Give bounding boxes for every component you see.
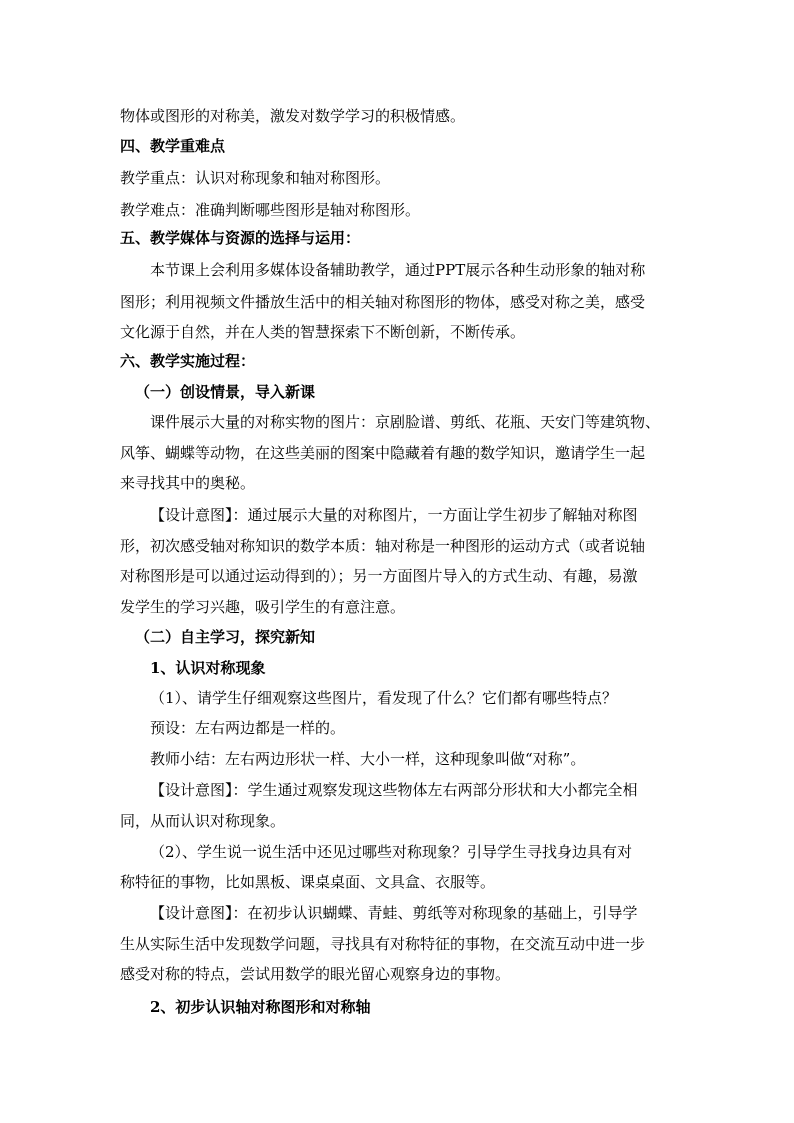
design-intent-line: 【设计意图】：在初步认识蝴蝶、青蛙、剪纸等对称现象的基础上，引导学 <box>150 904 638 922</box>
paragraph-line: 风筝、蝴蝶等动物，在这些美丽的图案中隐藏着有趣的数学知识，邀请学生一起 <box>120 444 646 462</box>
paragraph-line: 发学生的学习兴趣，吸引学生的有意注意。 <box>120 598 406 616</box>
paragraph-line: 物体或图形的对称美，激发对数学学习的积极情感。 <box>120 107 466 125</box>
section-heading: 四、教学重难点 <box>120 137 226 155</box>
paragraph-line: （1）、请学生仔细观察这些图片，看发现了什么？它们都有哪些特点？ <box>150 689 618 707</box>
subsection-heading: （二）自主学习，探究新知 <box>135 628 316 646</box>
section-heading: 五、教学媒体与资源的选择与运用： <box>120 229 361 247</box>
paragraph-line: 对称图形是可以通过运动得到的）；另一方面图片导入的方式生动、有趣，易激 <box>120 567 638 585</box>
paragraph-line: 图形；利用视频文件播放生活中的相关轴对称图形的物体，感受对称之美，感受 <box>120 293 646 311</box>
paragraph-line: （2）、学生说一说生活中还见过哪些对称现象？引导学生寻找身边具有对 <box>150 843 633 861</box>
paragraph-line: 文化源于自然，并在人类的智慧探索下不断创新，不断传承。 <box>120 323 526 341</box>
paragraph-line: 称特征的事物，比如黑板、课桌桌面、文具盒、衣服等。 <box>120 873 496 891</box>
section-heading: 六、教学实施过程： <box>120 352 256 370</box>
paragraph-line: 教师小结：左右两边形状一样、大小一样，这种现象叫做“对称”。 <box>150 750 586 768</box>
subsection-heading: （一）创设情景，导入新课 <box>135 383 316 401</box>
item-heading: 2、初步认识轴对称图形和对称轴 <box>150 998 371 1016</box>
paragraph-line: 感受对称的特点，尝试用数学的眼光留心观察身边的事物。 <box>120 965 511 983</box>
paragraph-line: 教学难点：准确判断哪些图形是轴对称图形。 <box>120 201 421 219</box>
paragraph-line: 课件展示大量的对称实物的图片：京剧脸谱、剪纸、花瓶、天安门等建筑物、 <box>150 413 661 431</box>
paragraph-line: 预设：左右两边都是一样的。 <box>150 719 346 737</box>
paragraph-line: 来寻找其中的奥秘。 <box>120 474 256 492</box>
paragraph-line: 本节课上会利用多媒体设备辅助教学，通过PPT展示各种生动形象的轴对称 <box>150 261 646 279</box>
paragraph-line: 形，初次感受轴对称知识的数学本质：轴对称是一种图形的运动方式（或者说轴 <box>120 537 646 555</box>
paragraph-line: 教学重点：认识对称现象和轴对称图形。 <box>120 169 391 187</box>
paragraph-line: 同，从而认识对称现象。 <box>120 812 286 830</box>
paragraph-line: 生从实际生活中发现数学问题，寻找具有对称特征的事物，在交流互动中进一步 <box>120 935 646 953</box>
item-heading: 1、认识对称现象 <box>150 659 266 677</box>
design-intent-line: 【设计意图】：学生通过观察发现这些物体左右两部分形状和大小都完全相 <box>150 781 638 799</box>
design-intent-line: 【设计意图】：通过展示大量的对称图片，一方面让学生初步了解轴对称图 <box>150 506 638 524</box>
